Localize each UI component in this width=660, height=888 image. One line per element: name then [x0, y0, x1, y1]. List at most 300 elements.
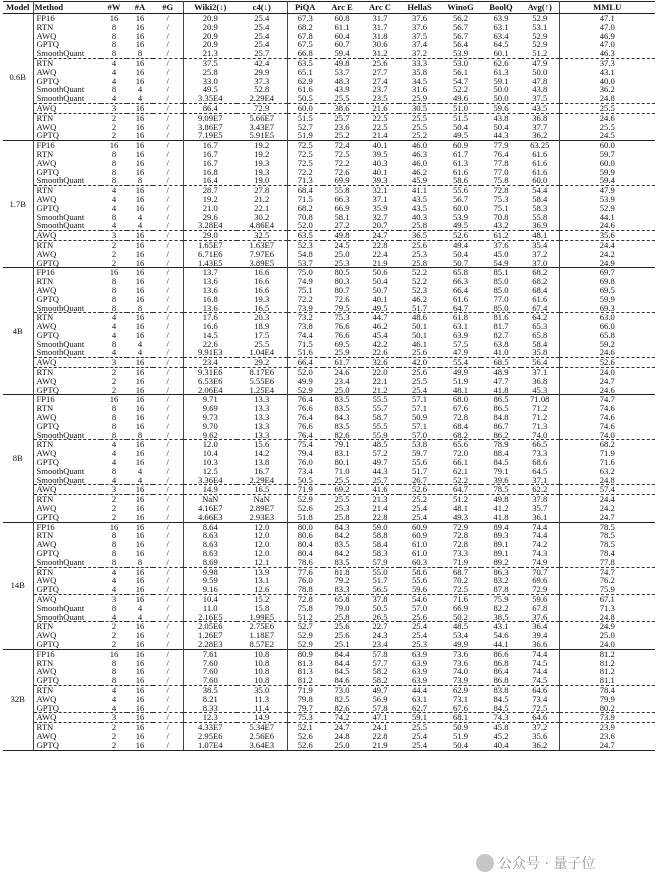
table-row — [3, 77, 655, 86]
value-cell: 59.6 — [411, 585, 428, 595]
value-cell: 37.5 — [183, 58, 237, 67]
value-cell: 74.6 — [599, 404, 615, 414]
value-cell: 30.5 — [399, 103, 440, 113]
value-cell: 54.7 — [452, 76, 469, 86]
value-cell: 2 — [111, 258, 117, 268]
method-cell: FP16 — [33, 522, 101, 531]
value-cell: 63.0 — [559, 313, 655, 322]
method-cell: RTN — [33, 240, 101, 249]
method-cell: SmoothQuant — [36, 612, 85, 622]
value-cell: 35.7 — [521, 504, 559, 513]
value-cell: 25.2 — [334, 131, 350, 141]
value-cell: 2 — [101, 368, 127, 377]
value-cell: 41.8 — [493, 512, 509, 522]
value-cell: 2.93E3 — [237, 513, 287, 522]
value-cell: 16 — [127, 368, 153, 377]
value-cell: 73.8 — [297, 322, 313, 331]
value-cell: / — [153, 531, 183, 540]
value-cell: 13.3 — [237, 413, 287, 422]
value-cell: 53.4 — [452, 631, 469, 640]
value-cell: 10.4 — [183, 595, 237, 604]
value-cell: NaN — [237, 495, 287, 504]
value-cell: 55.5 — [361, 395, 399, 404]
value-cell: 42.2 — [372, 339, 388, 349]
value-cell: / — [153, 358, 183, 368]
value-cell: 26.7 — [411, 475, 428, 485]
value-cell: 21.2 — [372, 385, 388, 395]
value-cell: 51.2 — [440, 495, 481, 504]
col-header: HellaS — [399, 2, 440, 14]
value-cell: 78.5 — [559, 522, 655, 531]
value-cell: / — [153, 467, 183, 476]
value-cell: 2.56E6 — [237, 732, 287, 741]
table-row — [3, 322, 655, 331]
value-cell: / — [153, 113, 183, 122]
value-cell: 54.6 — [399, 595, 440, 604]
value-cell: 56.9 — [372, 694, 388, 704]
value-cell: 81.2 — [599, 658, 615, 668]
value-cell: 25.5 — [411, 376, 428, 386]
value-cell: 9.70 — [202, 421, 218, 431]
value-cell: 8 — [137, 176, 143, 186]
value-cell: 24.6 — [599, 385, 615, 395]
value-cell: 19.2 — [237, 150, 287, 159]
value-cell: 8.17E6 — [237, 368, 287, 377]
value-cell: 48.1 — [521, 231, 559, 241]
value-cell: 25.7 — [237, 49, 287, 58]
value-cell: 52.1 — [287, 723, 323, 732]
value-cell: 65.3 — [521, 322, 559, 331]
value-cell: 73.9 — [297, 303, 313, 313]
value-cell: 73.4 — [521, 695, 559, 704]
value-cell: 22.5 — [361, 113, 399, 122]
col-header: Avg(↑) — [521, 2, 559, 14]
value-cell: 52.2 — [399, 268, 440, 277]
value-cell: 72.2 — [297, 294, 313, 304]
value-cell: 4 — [111, 475, 117, 485]
value-cell: 58.3 — [521, 204, 559, 213]
value-cell: 16 — [135, 131, 145, 141]
value-cell: 8 — [111, 22, 117, 32]
value-cell: 16 — [135, 576, 145, 586]
table-body — [3, 14, 655, 750]
table-row — [3, 659, 655, 668]
table-row — [3, 485, 655, 495]
method-cell: RTN — [33, 58, 101, 67]
value-cell: 16 — [135, 167, 145, 177]
table-row — [3, 186, 655, 195]
value-cell: 55.8 — [323, 186, 361, 195]
value-cell: 21.9 — [372, 740, 388, 750]
value-cell: 59.4 — [599, 176, 615, 186]
value-cell: 1.18E7 — [237, 631, 287, 640]
value-cell: / — [153, 32, 183, 41]
method-cell: AWQ — [36, 631, 57, 640]
table-row — [3, 277, 655, 286]
value-cell: 16 — [127, 58, 153, 67]
value-cell: 69.2 — [323, 485, 361, 495]
value-cell: 37.5 — [411, 31, 428, 41]
value-cell: 65.6 — [440, 440, 481, 449]
value-cell: 50.7 — [372, 285, 388, 295]
table-row — [3, 604, 655, 613]
value-cell: 10.4 — [202, 449, 218, 459]
value-cell: / — [153, 558, 183, 567]
value-cell: 65.8 — [323, 595, 361, 604]
table-row — [3, 640, 655, 649]
value-cell: / — [153, 221, 183, 230]
table-row — [3, 395, 655, 404]
value-cell: / — [153, 595, 183, 604]
value-cell: 52.6 — [297, 740, 313, 750]
model-size-cell: 14B — [3, 522, 33, 649]
value-cell: / — [153, 404, 183, 413]
value-cell: 61.6 — [452, 167, 469, 177]
value-cell: 16 — [127, 522, 153, 531]
value-cell: 7.60 — [202, 676, 218, 686]
value-cell: 25.6 — [411, 348, 428, 358]
value-cell: 8 — [111, 421, 117, 431]
value-cell: 53.7 — [297, 258, 313, 268]
value-cell: 4 — [137, 339, 143, 349]
value-cell: 37.5 — [521, 94, 559, 103]
value-cell: 52.7 — [297, 122, 313, 132]
table-row — [3, 595, 655, 604]
table-row — [3, 40, 655, 49]
value-cell: 16 — [127, 103, 153, 113]
value-cell: 24.2 — [599, 249, 615, 259]
value-cell: 25.8 — [202, 67, 218, 77]
value-cell: 83.2 — [493, 576, 509, 586]
value-cell: 12.0 — [183, 440, 237, 449]
table-row — [3, 240, 655, 249]
value-cell: 84.3 — [323, 522, 361, 531]
value-cell: 25.5 — [599, 122, 615, 132]
value-cell: 29.2 — [237, 358, 287, 368]
value-cell: 4 — [137, 85, 143, 95]
value-cell: 4 — [111, 458, 117, 467]
value-cell: 78.5 — [481, 485, 521, 495]
value-cell: 3 — [101, 358, 127, 368]
value-cell: 72.8 — [481, 186, 521, 195]
value-cell: 51.5 — [287, 113, 323, 122]
value-cell: 65.8 — [440, 268, 481, 277]
value-cell: 24.5 — [323, 240, 361, 249]
value-cell: 16 — [135, 376, 145, 386]
value-cell: 25.0 — [334, 740, 350, 750]
value-cell: 16 — [135, 631, 145, 640]
value-cell: 9.98 — [183, 567, 237, 576]
value-cell: 59.9 — [599, 167, 615, 177]
value-cell: 19.3 — [237, 295, 287, 304]
value-cell: 48.5 — [361, 440, 399, 449]
value-cell: 12.0 — [237, 549, 287, 558]
method-cell: RTN — [36, 149, 54, 159]
value-cell: 12.1 — [237, 558, 287, 567]
value-cell: 16 — [127, 595, 153, 604]
value-cell: 51.7 — [372, 576, 388, 586]
method-cell: AWQ — [36, 158, 57, 168]
value-cell: 22.8 — [372, 512, 388, 522]
value-cell: 13.3 — [237, 395, 287, 404]
value-cell: 49.8 — [323, 58, 361, 67]
value-cell: 29.0 — [183, 231, 237, 241]
value-cell: 16.5 — [237, 485, 287, 495]
value-cell: 46.2 — [372, 322, 388, 331]
value-cell: 49.7 — [361, 685, 399, 694]
value-cell: 61.3 — [452, 158, 469, 168]
value-cell: 61.6 — [521, 295, 559, 304]
value-cell: 50.4 — [452, 122, 469, 132]
value-cell: 58.3 — [372, 549, 388, 558]
value-cell: 89.4 — [481, 522, 521, 531]
value-cell: 74.3 — [481, 713, 521, 723]
method-cell: GPTQ — [36, 549, 59, 558]
value-cell: 16 — [127, 14, 153, 23]
value-cell: 43.1 — [599, 67, 615, 77]
model-size-cell: 4B — [3, 268, 33, 395]
value-cell: 63.9 — [452, 330, 469, 340]
value-cell: 48.6 — [399, 313, 440, 322]
value-cell: 16 — [127, 685, 153, 694]
value-cell: 2.95E6 — [197, 731, 223, 741]
value-cell: 87.8 — [493, 585, 509, 595]
col-header: Arc E — [323, 2, 361, 14]
value-cell: 13.3 — [237, 404, 287, 413]
value-cell: 8 — [111, 303, 117, 313]
value-cell: / — [153, 40, 183, 49]
table-row — [3, 522, 655, 531]
value-cell: 4 — [111, 203, 117, 213]
value-cell: 72.5 — [334, 149, 350, 159]
value-cell: 78.9 — [481, 440, 521, 449]
value-cell: 25.6 — [361, 58, 399, 67]
method-cell: AWQ — [36, 285, 57, 295]
value-cell: 23.6 — [334, 122, 350, 132]
value-cell: 49.9 — [452, 639, 469, 649]
value-cell: 5.34E7 — [237, 723, 287, 732]
value-cell: / — [153, 322, 183, 331]
table-row — [3, 58, 655, 67]
value-cell: 79.5 — [334, 303, 350, 313]
method-cell: GPTQ — [36, 703, 59, 713]
method-cell: FP16 — [33, 268, 101, 277]
value-cell: 74.7 — [559, 395, 655, 404]
value-cell: 57.5 — [452, 339, 469, 349]
value-cell: 21.2 — [237, 195, 287, 204]
value-cell: 24.6 — [599, 221, 615, 231]
value-cell: 31.8 — [372, 31, 388, 41]
value-cell: 2.06E4 — [197, 385, 223, 395]
value-cell: / — [153, 585, 183, 594]
value-cell: 81.3 — [297, 658, 313, 668]
value-cell: 3.89E5 — [237, 259, 287, 268]
value-cell: 46.0 — [399, 141, 440, 150]
value-cell: 21.9 — [372, 258, 388, 268]
value-cell: 39.5 — [372, 149, 388, 159]
value-cell: 4 — [111, 194, 117, 204]
value-cell: 79.0 — [334, 603, 350, 613]
value-cell: 8 — [137, 430, 143, 440]
value-cell: 16.7 — [202, 158, 218, 168]
value-cell: 75.3 — [323, 313, 361, 322]
value-cell: 22.6 — [202, 339, 218, 349]
value-cell: 25.0 — [334, 385, 350, 395]
value-cell: 2.29E4 — [237, 476, 287, 485]
table-row — [3, 695, 655, 704]
value-cell: 78.8 — [297, 585, 313, 595]
value-cell: 8.69 — [202, 557, 218, 567]
value-cell: 37.3 — [559, 58, 655, 67]
table-row — [3, 631, 655, 640]
value-cell: 72.9 — [237, 103, 287, 113]
value-cell: 50.0 — [521, 68, 559, 77]
method-cell: FP16 — [33, 141, 101, 150]
value-cell: 80.0 — [287, 522, 323, 531]
value-cell: 3.28E4 — [197, 221, 223, 231]
value-cell: 2 — [101, 495, 127, 504]
value-cell: 58.2 — [372, 676, 388, 686]
value-cell: 76.6 — [297, 404, 313, 414]
value-cell: 2.28E3 — [197, 639, 223, 649]
value-cell: 73.0 — [323, 685, 361, 694]
value-cell: 9.71 — [183, 395, 237, 404]
value-cell: 65.1 — [297, 67, 313, 77]
value-cell: 79.1 — [323, 440, 361, 449]
value-cell: 2 — [111, 631, 117, 640]
value-cell: 19.3 — [237, 159, 287, 168]
value-cell: 79.1 — [493, 466, 509, 476]
value-cell: 83.5 — [334, 421, 350, 431]
value-cell: 25.3 — [334, 258, 350, 268]
value-cell: 10.8 — [237, 676, 287, 685]
value-cell: 59.2 — [599, 339, 615, 349]
value-cell: 43.9 — [334, 85, 350, 95]
value-cell: 66.3 — [452, 277, 469, 286]
value-cell: 37.6 — [411, 22, 428, 32]
value-cell: 45.8 — [481, 723, 521, 732]
value-cell: 67.3 — [287, 14, 323, 23]
value-cell: 33.0 — [202, 76, 218, 86]
value-cell: 86.2 — [493, 430, 509, 440]
value-cell: 8.63 — [202, 549, 218, 558]
value-cell: / — [153, 713, 183, 723]
value-cell: 46.3 — [411, 149, 428, 159]
value-cell: 44.3 — [493, 131, 509, 141]
value-cell: / — [153, 250, 183, 259]
value-cell: 11.3 — [237, 695, 287, 704]
value-cell: 80.4 — [297, 540, 313, 550]
value-cell: 5.55E6 — [237, 377, 287, 386]
value-cell: / — [153, 513, 183, 522]
value-cell: / — [153, 422, 183, 431]
value-cell: 13.7 — [183, 268, 237, 277]
value-cell: 75.1 — [297, 285, 313, 295]
table-bottom-rule — [3, 750, 655, 751]
value-cell: 58.6 — [452, 176, 469, 186]
value-cell: 23.4 — [334, 376, 350, 386]
value-cell: 56.7 — [452, 194, 469, 204]
value-cell: 44.3 — [372, 466, 388, 476]
value-cell: 82.2 — [493, 603, 509, 613]
value-cell: 2 — [111, 731, 117, 741]
value-cell: 73.6 — [440, 649, 481, 658]
method-cell: SmoothQuant — [36, 557, 85, 567]
value-cell: 24.0 — [599, 639, 615, 649]
value-cell: 8 — [111, 149, 117, 159]
value-cell: 85.1 — [481, 268, 521, 277]
value-cell: 38.6 — [323, 103, 361, 113]
value-cell: 79.9 — [599, 694, 615, 704]
value-cell: 51.9 — [452, 376, 469, 386]
value-cell: 77.0 — [493, 294, 509, 304]
value-cell: 55.6 — [411, 458, 428, 467]
value-cell: 79.2 — [334, 576, 350, 586]
value-cell: 81.8 — [323, 567, 361, 576]
value-cell: 25.0 — [599, 631, 615, 640]
model-size-cell: 8B — [3, 395, 33, 522]
value-cell: 57.1 — [399, 395, 440, 404]
table-row — [3, 213, 655, 222]
value-cell: 16.7 — [202, 149, 218, 159]
value-cell: 24.8 — [334, 731, 350, 741]
value-cell: 61.3 — [493, 67, 509, 77]
value-cell: 22.1 — [237, 204, 287, 213]
value-cell: / — [153, 277, 183, 286]
value-cell: 63.2 — [599, 466, 615, 476]
value-cell: 71.2 — [521, 404, 559, 413]
value-cell: 25.4 — [411, 512, 428, 522]
value-cell: 25.3 — [411, 639, 428, 649]
method-cell: AWQ — [36, 540, 57, 550]
value-cell: / — [153, 395, 183, 404]
value-cell: 4 — [137, 475, 143, 485]
value-cell: 16 — [135, 67, 145, 77]
value-cell: 4 — [111, 330, 117, 340]
value-cell: 72.0 — [452, 449, 469, 459]
value-cell: 73.1 — [452, 694, 469, 704]
value-cell: 53.9 — [452, 212, 469, 222]
value-cell: 16 — [101, 141, 127, 150]
value-cell: 8.33 — [202, 703, 218, 713]
value-cell: / — [153, 495, 183, 504]
value-cell: 71.0 — [334, 466, 350, 476]
value-cell: 66.9 — [452, 603, 469, 613]
method-cell: SmoothQuant — [36, 221, 85, 231]
method-cell: AWQ — [36, 576, 57, 586]
value-cell: 82.7 — [493, 330, 509, 340]
value-cell: 67.1 — [559, 595, 655, 604]
value-cell: 53.8 — [399, 440, 440, 449]
col-header: Model — [3, 2, 33, 14]
value-cell: 8 — [111, 212, 117, 222]
value-cell: 24.7 — [599, 376, 615, 386]
value-cell: 60.7 — [334, 40, 350, 50]
value-cell: 4 — [101, 685, 127, 694]
value-cell: 11.4 — [237, 704, 287, 713]
table-row — [3, 286, 655, 295]
value-cell: 55.8 — [521, 213, 559, 222]
value-cell: 80.6 — [297, 531, 313, 541]
table-row — [3, 221, 655, 230]
value-cell: 56.7 — [452, 22, 469, 32]
value-cell: 55.0 — [361, 567, 399, 576]
method-cell: SmoothQuant — [36, 303, 85, 313]
value-cell: 4 — [101, 440, 127, 449]
value-cell: 9.09E7 — [183, 113, 237, 122]
value-cell: 76.4 — [493, 149, 509, 159]
value-cell: 64.5 — [493, 40, 509, 50]
